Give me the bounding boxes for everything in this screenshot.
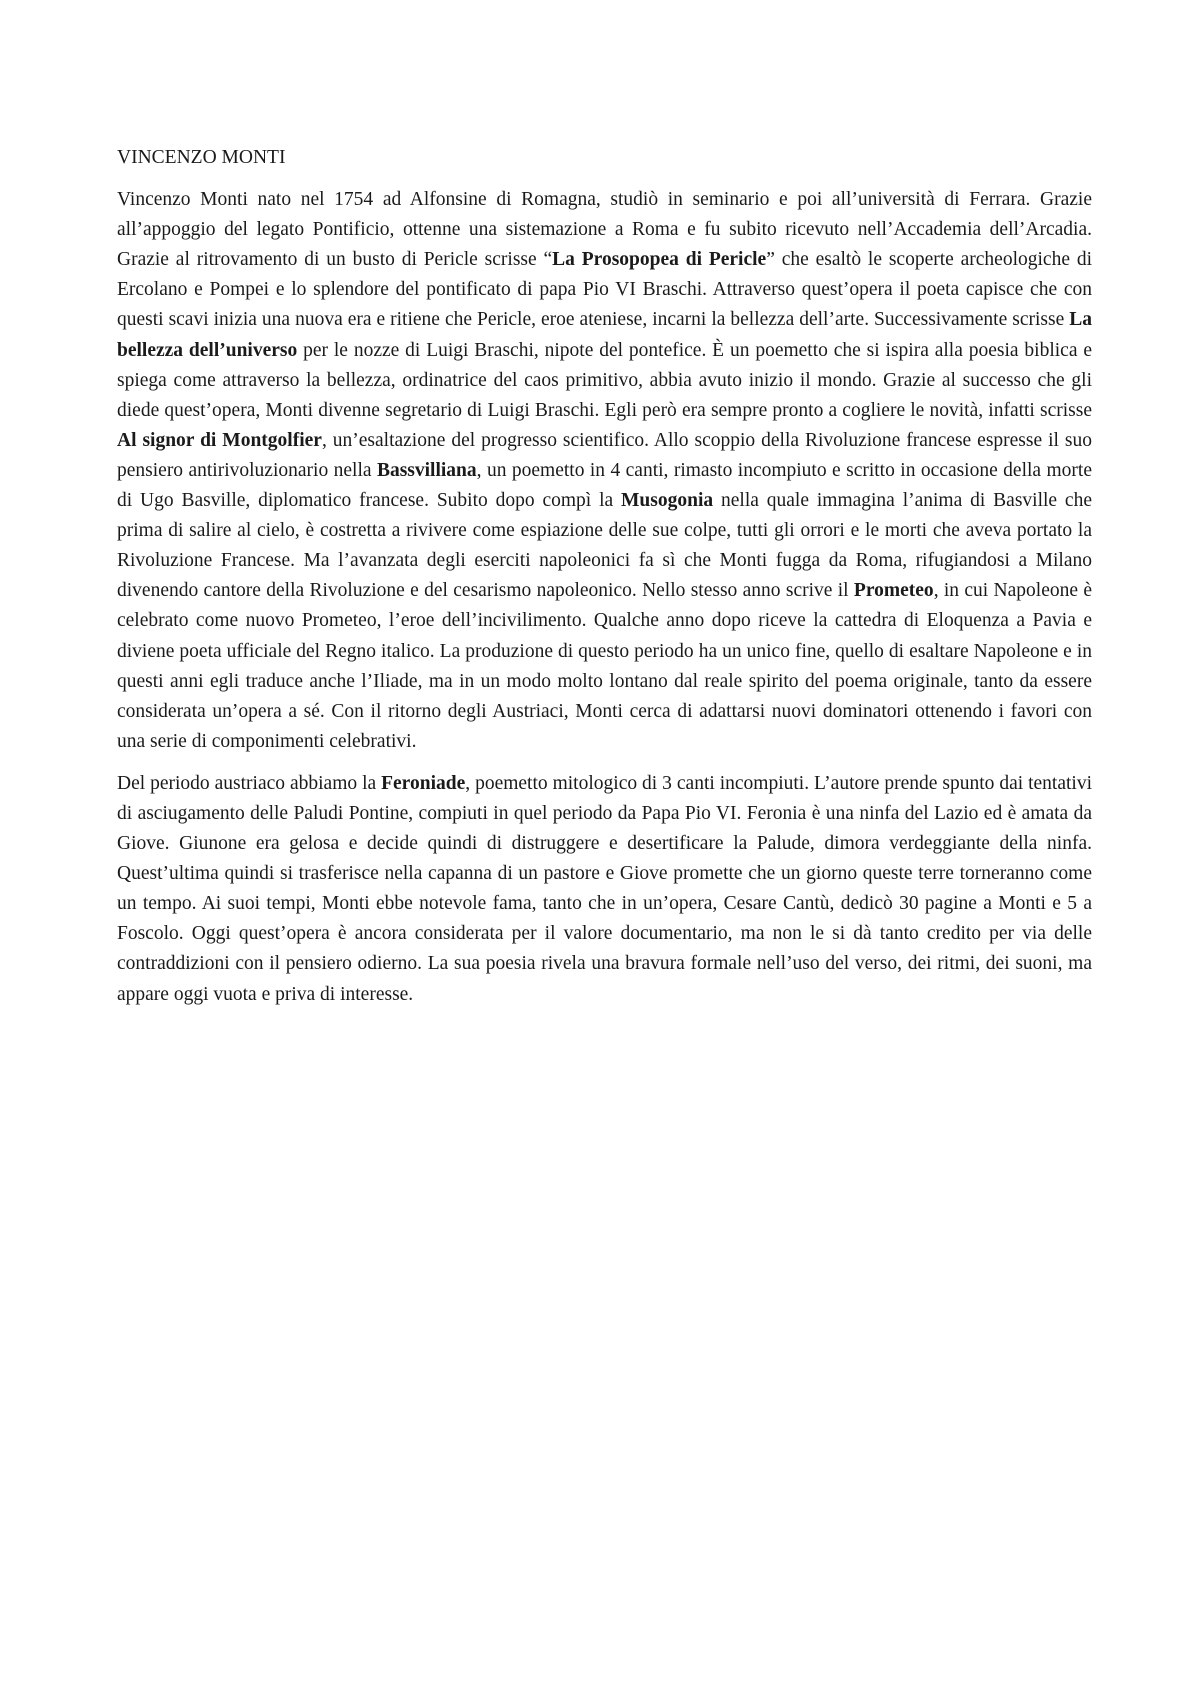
text-run: per le nozze di Luigi Braschi, nipote del pontefice. È un poemetto che si ispira alla poesia biblica e spiega come attraverso la bellezza, ordinatrice del caos primitivo, abbia avuto inizio il mondo. Grazie al successo che gli diede quest’opera, Monti divenne segretario di Luigi Braschi. Egli però era sempre pronto a cogliere le novità, infatti scrisse — [117, 339, 1093, 421]
work-title-prometeo: Prometeo — [853, 580, 934, 602]
paragraph-1 — [117, 185, 1092, 757]
work-title-feroniade: Feroniade — [381, 772, 466, 794]
text-run: , un poemetto in 4 canti, rimasto incompiuto e scritto in occasione della morte di Ugo Basville, diplomatico francese. Subito dopo compì la — [117, 459, 1092, 512]
text-run: , poemetto mitologico di 3 canti incompiuti. L’autore prende spunto dai tentativi di asciugamento delle Paludi Pontine, compiuti in quel periodo da Papa Pio VI. Feronia è una ninfa del Lazio ed è amata da Giove. Giunone era gelosa e decide quindi di distruggere e desertificare la Palude, dimora verdeggiante della ninfa. Quest’ultima quindi si trasferisce nella capanna di un pastore e Giove promette che un giorno queste terre torneranno come un tempo. Ai suoi tempi, Monti ebbe notevole fama, tanto che in un’opera, Cesare Cantù, dedicò 30 pagine a Monti e 5 a Foscolo. Oggi quest’opera è ancora considerata per il valore documentario, ma non le si dà tanto credito per via delle contraddizioni con il pensiero odierno. La sua poesia rivela una bravura formale nell’uso del verso, dei ritmi, dei suoni, ma appare oggi vuota e priva di interesse. — [117, 772, 1092, 1005]
text-run: nella quale immagina l’anima di Basville che prima di salire al cielo, è costretta a rivivere come espiazione delle sue colpe, tutti gli orrori e le morti che aveva portato la Rivoluzione Francese. Ma l’avanzata degli eserciti napoleonici fa sì che Monti fugga da Roma, rifugiandosi a Milano divenendo cantore della Rivoluzione e del cesarismo napoleonico. Nello stesso anno scrive il — [117, 490, 1092, 602]
text-run: ” che esaltò le scoperte archeologiche di Ercolano e Pompei e lo splendore del pontificato di papa Pio VI Braschi. Attraverso quest’opera il poeta capisce che con questi scavi inizia una nuova era e ritiene che Pericle, eroe ateniese, incarni la bellezza dell’arte. Successivamente scrisse — [117, 249, 1092, 331]
work-title-musogonia: Musogonia — [621, 490, 714, 512]
paragraph-2 — [117, 769, 1092, 1010]
text-run: , un’esaltazione del progresso scientifico. Allo scoppio della Rivoluzione francese espresse il suo pensiero antirivoluzionario nella — [117, 429, 1092, 481]
document-title: VINCENZO MONTI — [117, 147, 286, 168]
text-run: Vincenzo Monti nato nel 1754 ad Alfonsine di Romagna, studiò in seminario e poi all’università di Ferrara. Grazie all’appoggio del legato Pontificio, ottenne una sistemazione a Roma e fu subito ricevuto nell’Accademia dell’Arcadia. Grazie al ritrovamento di un busto di Pericle scrisse “ — [117, 189, 1092, 271]
work-title-prosopopea: La Prosopopea di Pericle — [552, 249, 767, 271]
text-run: Del periodo austriaco abbiamo la — [117, 772, 382, 794]
work-title-bellezza: La bellezza dell’universo — [117, 309, 1092, 361]
text-run: , in cui Napoleone è celebrato come nuovo Prometeo, l’eroe dell’incivilimento. Qualche anno dopo riceve la cattedra di Eloquenza a Pavia e diviene poeta ufficiale del Regno italico. La produzione di questo periodo ha un unico fine, quello di esaltare Napoleone e in questi anni egli traduce anche l’Iliade, ma in un modo molto lontano dal reale spirito del poema originale, tanto da essere considerata un’opera a sé. Con il ritorno degli Austriaci, Monti cerca di adattarsi nuovi dominatori ottenendo i favori con una serie di componimenti celebrativi. — [117, 580, 1092, 752]
work-title-bassvilliana: Bassvilliana — [376, 459, 477, 481]
document-page — [117, 143, 1092, 1022]
work-title-montgolfier: Al signor di Montgolfier — [117, 429, 322, 451]
